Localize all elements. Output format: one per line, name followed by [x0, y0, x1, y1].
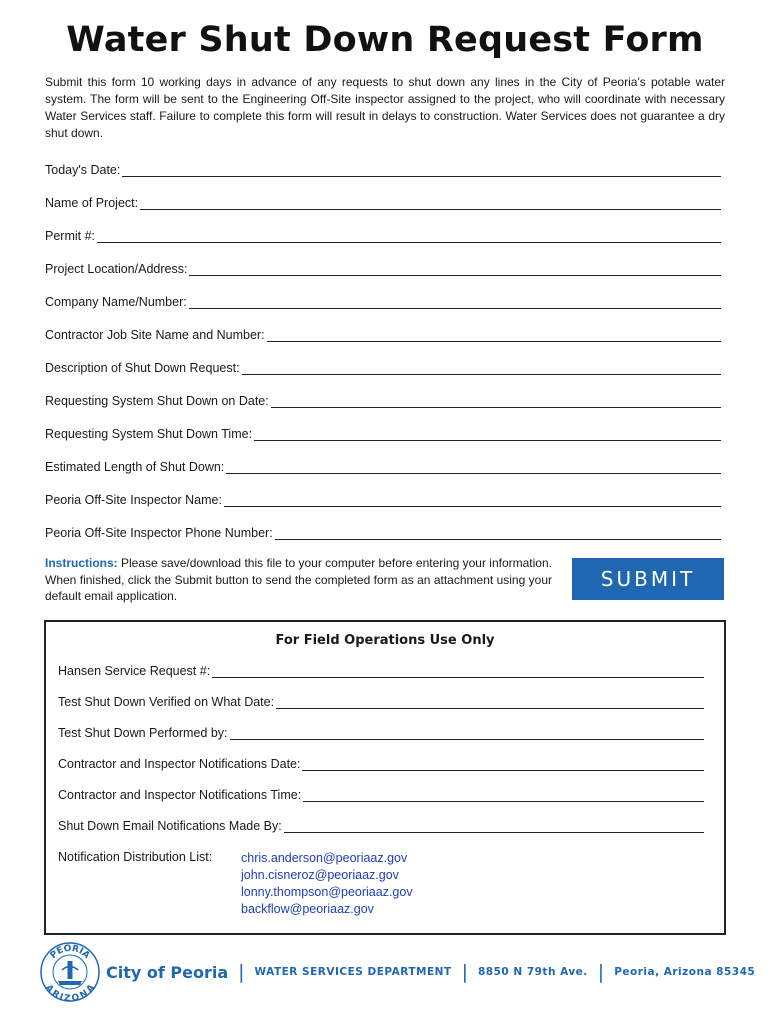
notifications-time-input[interactable]: [303, 788, 704, 802]
project-name-input[interactable]: [140, 196, 721, 210]
field-label: Company Name/Number:: [45, 295, 187, 309]
inspector-phone-field: [45, 522, 721, 540]
distribution-list-label: Notification Distribution List:: [58, 850, 213, 864]
email-link[interactable]: lonny.thompson@peoriaaz.gov: [241, 885, 413, 899]
email-link[interactable]: backflow@peoriaaz.gov: [241, 902, 374, 916]
field-operations-title: For Field Operations Use Only: [275, 633, 495, 648]
email-notifications-by-input[interactable]: [284, 819, 704, 833]
field-label: Estimated Length of Shut Down:: [45, 460, 225, 474]
shut-down-length-input[interactable]: [226, 460, 721, 474]
hansen-request-field: [58, 660, 704, 678]
intro-text: Submit this form 10 working days in advance of any requests to shut down any lines in the City of Peoria's potable water system. The form will be sent to the Engineering Off-Site inspector assigned to the project, who will coordinate with necessary Water Services staff. Failure to complete this form will result in delays to construction. Water Services does not guarantee a dry shut down.: [45, 75, 725, 140]
field-label: Contractor and Inspector Notifications Date:: [58, 757, 301, 771]
field-label: Description of Shut Down Request:: [45, 361, 240, 375]
notifications-date-input[interactable]: [302, 757, 704, 771]
project-name-field: [45, 192, 721, 210]
field-label: Peoria Off-Site Inspector Phone Number:: [45, 526, 273, 540]
inspector-phone-input[interactable]: [275, 526, 721, 540]
field-label: Contractor Job Site Name and Number:: [45, 328, 265, 342]
field-label: Requesting System Shut Down Time:: [45, 427, 253, 441]
field-label: Shut Down Email Notifications Made By:: [58, 819, 282, 833]
city-state-zip: Peoria, Arizona 85345: [614, 966, 756, 978]
city-seal-logo: [40, 942, 100, 1002]
field-label: Peoria Off-Site Inspector Name:: [45, 493, 222, 507]
test-performed-by-input[interactable]: [230, 726, 704, 740]
company-name-input[interactable]: [189, 295, 721, 309]
permit-number-input[interactable]: [97, 229, 721, 243]
footer-text: [106, 961, 755, 983]
test-verified-date-field: [58, 691, 704, 709]
street-address: 8850 N 79th Ave.: [478, 966, 588, 978]
email-link[interactable]: chris.anderson@peoriaaz.gov: [241, 851, 408, 865]
todays-date-input[interactable]: [122, 163, 721, 177]
test-performed-by-field: [58, 722, 704, 740]
contractor-job-site-input[interactable]: [267, 328, 721, 342]
separator: |: [238, 961, 245, 983]
field-operations-box: [44, 620, 726, 935]
instructions-text: Please save/download this file to your computer before entering your information. When finished, click the Submit button to send the completed form as an attachment using your default email application.: [45, 556, 552, 603]
project-location-input[interactable]: [189, 262, 721, 276]
project-location-field: [45, 258, 721, 276]
test-verified-date-input[interactable]: [276, 695, 704, 709]
shut-down-description-field: [45, 357, 721, 375]
city-name: City of Peoria: [106, 962, 229, 982]
separator: |: [461, 961, 468, 983]
contractor-job-site-field: [45, 324, 721, 342]
field-label: Name of Project:: [45, 196, 139, 210]
field-label: Permit #:: [45, 229, 96, 243]
notifications-date-field: [58, 753, 704, 771]
notifications-time-field: [58, 784, 704, 802]
department-name: WATER SERVICES DEPARTMENT: [254, 966, 452, 978]
field-label: Contractor and Inspector Notifications Time:: [58, 788, 302, 802]
field-label: Requesting System Shut Down on Date:: [45, 394, 269, 408]
footer: [40, 942, 756, 1004]
page-title: Water Shut Down Request Form: [66, 20, 704, 60]
instructions-label: Instructions:: [45, 556, 118, 570]
instructions: [45, 555, 552, 605]
field-label: Test Shut Down Performed by:: [58, 726, 228, 740]
shut-down-time-field: [45, 423, 721, 441]
shut-down-length-field: [45, 456, 721, 474]
submit-button[interactable]: SUBMIT: [572, 558, 724, 600]
shut-down-time-input[interactable]: [254, 427, 721, 441]
shut-down-date-field: [45, 390, 721, 408]
hansen-request-input[interactable]: [212, 664, 704, 678]
company-name-field: [45, 291, 721, 309]
field-label: Hansen Service Request #:: [58, 664, 211, 678]
separator: |: [597, 961, 605, 983]
svg-text:PEORIA: PEORIA: [48, 943, 92, 961]
field-label: Project Location/Address:: [45, 262, 188, 276]
field-label: Test Shut Down Verified on What Date:: [58, 695, 275, 709]
inspector-name-input[interactable]: [224, 493, 721, 507]
shut-down-date-input[interactable]: [271, 394, 721, 408]
email-notifications-by-field: [58, 815, 704, 833]
todays-date-field: [45, 159, 721, 177]
distribution-list: [241, 850, 413, 918]
shut-down-description-input[interactable]: [242, 361, 721, 375]
svg-text:ARIZONA: ARIZONA: [42, 983, 98, 1002]
inspector-name-field: [45, 489, 721, 507]
email-link[interactable]: john.cisneroz@peoriaaz.gov: [241, 868, 399, 882]
field-label: Today's Date:: [45, 163, 121, 177]
permit-number-field: [45, 225, 721, 243]
